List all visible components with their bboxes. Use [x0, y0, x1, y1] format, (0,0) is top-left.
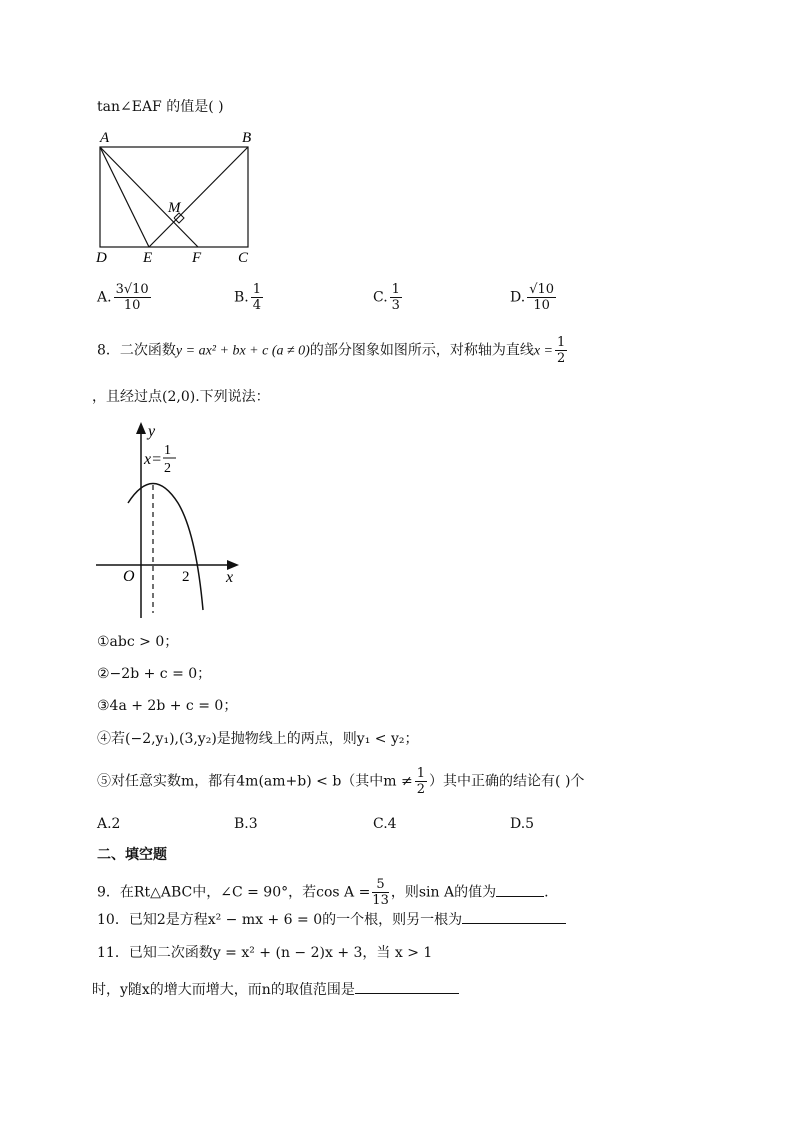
label-e: E [143, 250, 153, 265]
q8-item-5: ⑤对任意实数m，都有4m(am+b) < b（其中m ≠ $\frac{1}{2}$ ）其中正确的结论有( )个 [97, 766, 585, 797]
graph-origin-label: O [123, 568, 135, 585]
q7-rectangle-figure [90, 125, 265, 265]
q11-line2: 时，y随x的增大而增大，而n的取值范围是 [92, 981, 459, 999]
q8-parabola-graph [92, 418, 252, 623]
q8-item-3: ③4a + 2b + c = 0； [97, 698, 238, 714]
q8-item-2: ②−2b + c = 0； [97, 666, 212, 682]
q8-option-a: A.2 [97, 816, 121, 832]
q8-stem-line1: 8．二次函数y = ax² + bx + c (a ≠ 0)的部分图象如图所示，对称轴为直线x = $\frac{1}{2}$ [97, 335, 566, 366]
q11-line1: 11．已知二次函数y = x² + (n − 2)x + 3，当 x > 1 [97, 945, 433, 961]
q9: 9．在Rt△ABC中，∠C = 90°，若cos A = $\frac{5}{13}$ ，则sin A的值为 . [97, 877, 549, 908]
q7-option-d: D. $\frac{√10}{10}$ [510, 282, 555, 313]
q10: 10．已知2是方程x² − mx + 6 = 0的一个根，则另一根为 [97, 911, 566, 929]
label-c: C [238, 250, 249, 265]
graph-x-label: x [226, 569, 234, 586]
q8-item-1: ①abc > 0； [97, 634, 179, 650]
q7-option-c: C. $\frac{1}{3}$ [373, 282, 400, 313]
q7-stem: tan∠EAF 的值是( ) [97, 99, 224, 115]
graph-axis-den: 2 [164, 461, 171, 476]
label-a: A [100, 130, 110, 146]
q8-option-d: D.5 [510, 816, 535, 832]
graph-axis-num: 1 [164, 443, 171, 458]
graph-axis-label: x= [144, 451, 162, 468]
q8-option-c: C.4 [373, 816, 397, 832]
graph-y-label: y [148, 423, 156, 440]
q8-item-4: ④若(−2,y₁),(3,y₂)是抛物线上的两点，则y₁ < y₂； [97, 731, 419, 747]
label-m: M [168, 200, 181, 216]
q8-option-b: B.3 [234, 816, 258, 832]
label-d: D [96, 250, 107, 265]
q7-option-b: B. $\frac{1}{4}$ [234, 282, 262, 313]
label-f: F [192, 250, 202, 265]
q7-option-a: A. $\frac{3√10}{10}$ [97, 282, 149, 313]
q8-stem-line2: ，且经过点(2,0).下列说法： [92, 389, 270, 405]
section-heading: 二、填空题 [97, 847, 167, 863]
label-b: B [242, 130, 252, 146]
graph-tick-2: 2 [182, 569, 190, 585]
